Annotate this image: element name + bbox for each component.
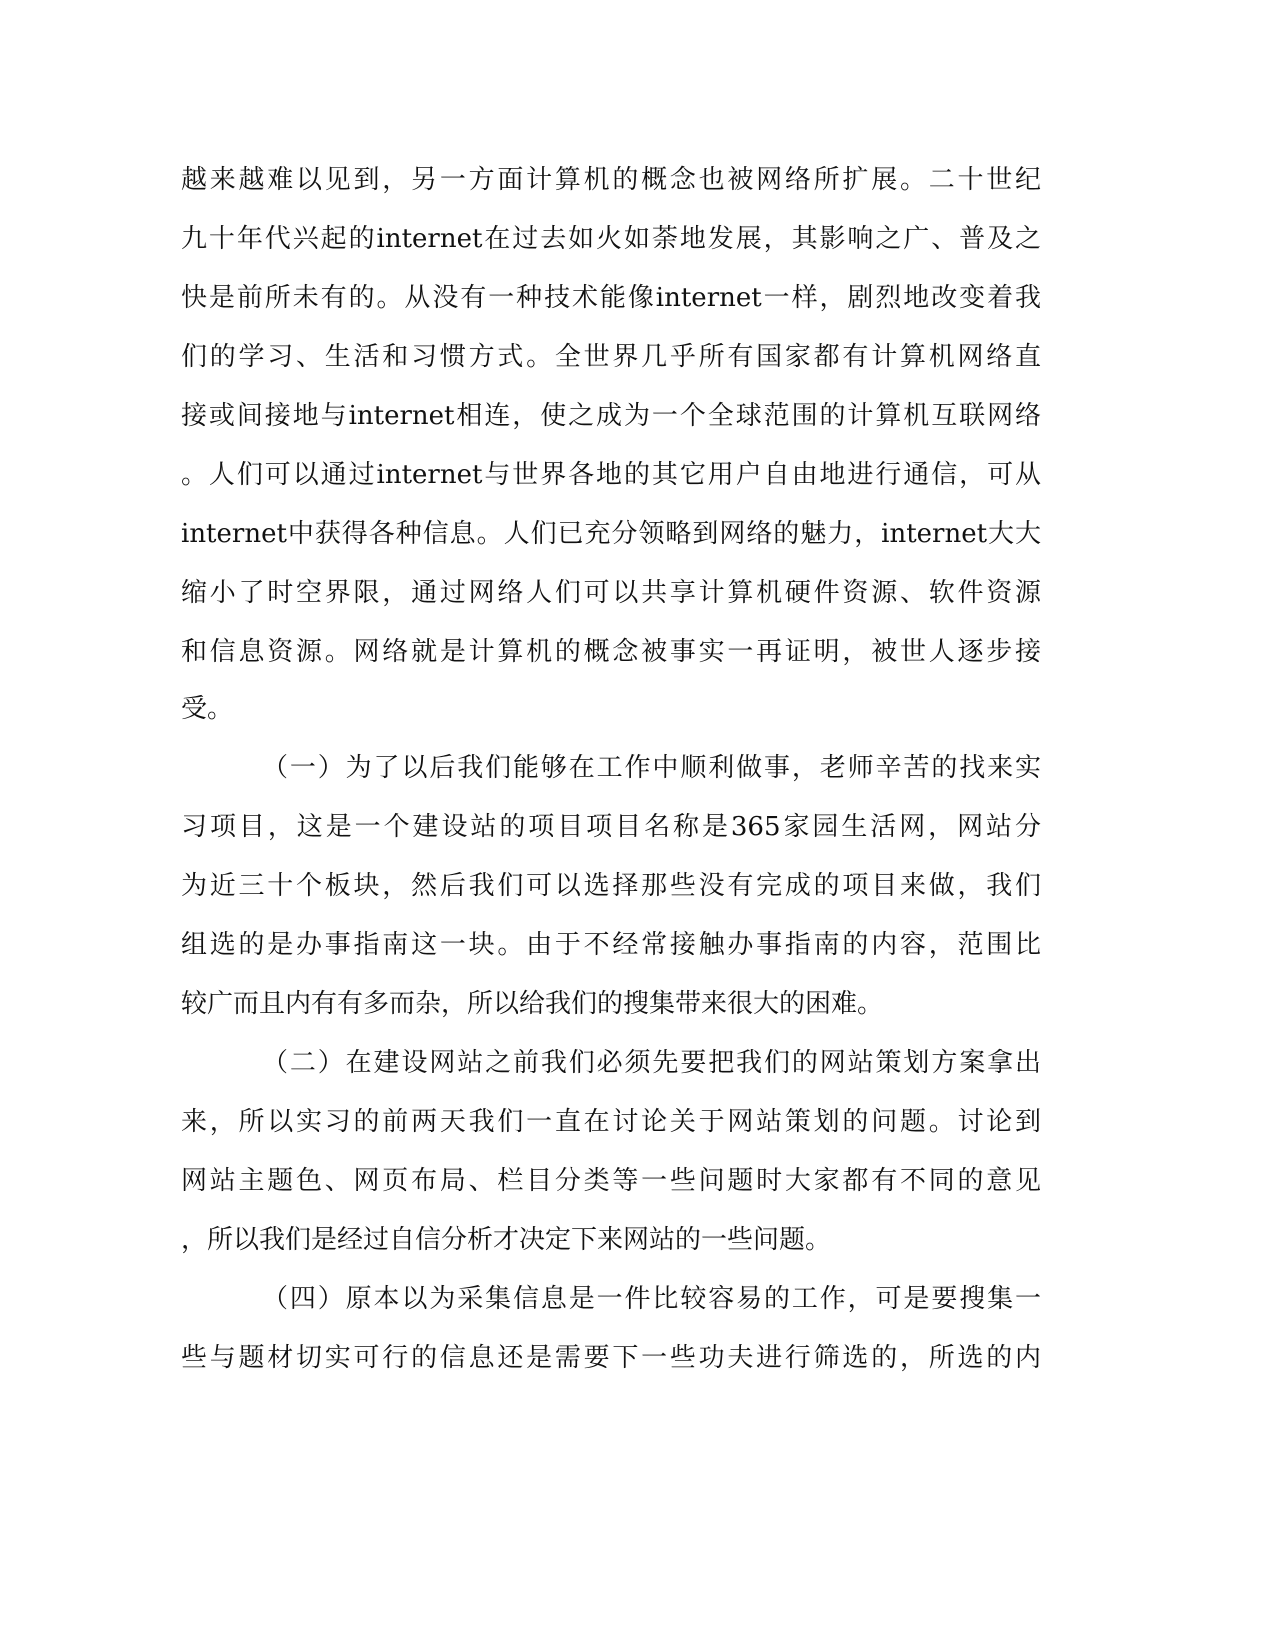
text-line: 为近三十个板块，然后我们可以选择那些没有完成的项目来做，我们 bbox=[181, 871, 1041, 901]
text-line: 快是前所未有的。从没有一种技术能像internet一样，剧烈地改变着我 bbox=[181, 283, 1041, 313]
text-line: 较广而且内有有多而杂，所以给我们的搜集带来很大的困难。 bbox=[181, 989, 884, 1019]
paragraph-first-line: （一）为了以后我们能够在工作中顺利做事，老师辛苦的找来实 bbox=[262, 753, 1041, 783]
paragraph-first-line: （四）原本以为采集信息是一件比较容易的工作，可是要搜集一 bbox=[262, 1284, 1041, 1314]
text-line: 来，所以实习的前两天我们一直在讨论关于网站策划的问题。讨论到 bbox=[181, 1107, 1041, 1137]
text-line: ，所以我们是经过自信分析才决定下来网站的一些问题。 bbox=[181, 1225, 832, 1255]
text-line: 越来越难以见到，另一方面计算机的概念也被网络所扩展。二十世纪 bbox=[181, 165, 1041, 195]
text-line: 习项目，这是一个建设站的项目项目名称是365家园生活网，网站分 bbox=[181, 812, 1041, 842]
text-line: 网站主题色、网页布局、栏目分类等一些问题时大家都有不同的意见 bbox=[181, 1166, 1041, 1196]
text-line: 些与题材切实可行的信息还是需要下一些功夫进行筛选的，所选的内 bbox=[181, 1343, 1041, 1373]
text-line: internet中获得各种信息。人们已充分领略到网络的魅力，internet大大 bbox=[181, 519, 1041, 549]
paragraph-first-line: （二）在建设网站之前我们必须先要把我们的网站策划方案拿出 bbox=[262, 1048, 1041, 1078]
text-line: 九十年代兴起的internet在过去如火如荼地发展，其影响之广、普及之 bbox=[181, 224, 1041, 254]
text-line: 们的学习、生活和习惯方式。全世界几乎所有国家都有计算机网络直 bbox=[181, 342, 1041, 372]
text-line: 缩小了时空界限，通过网络人们可以共享计算机硬件资源、软件资源 bbox=[181, 578, 1041, 608]
text-line: 。人们可以通过internet与世界各地的其它用户自由地进行通信，可从 bbox=[181, 460, 1041, 490]
text-line: 接或间接地与internet相连，使之成为一个全球范围的计算机互联网络 bbox=[181, 401, 1041, 431]
text-line: 受。 bbox=[181, 694, 234, 724]
text-line: 和信息资源。网络就是计算机的概念被事实一再证明，被世人逐步接 bbox=[181, 637, 1041, 667]
text-line: 组选的是办事指南这一块。由于不经常接触办事指南的内容，范围比 bbox=[181, 930, 1041, 960]
